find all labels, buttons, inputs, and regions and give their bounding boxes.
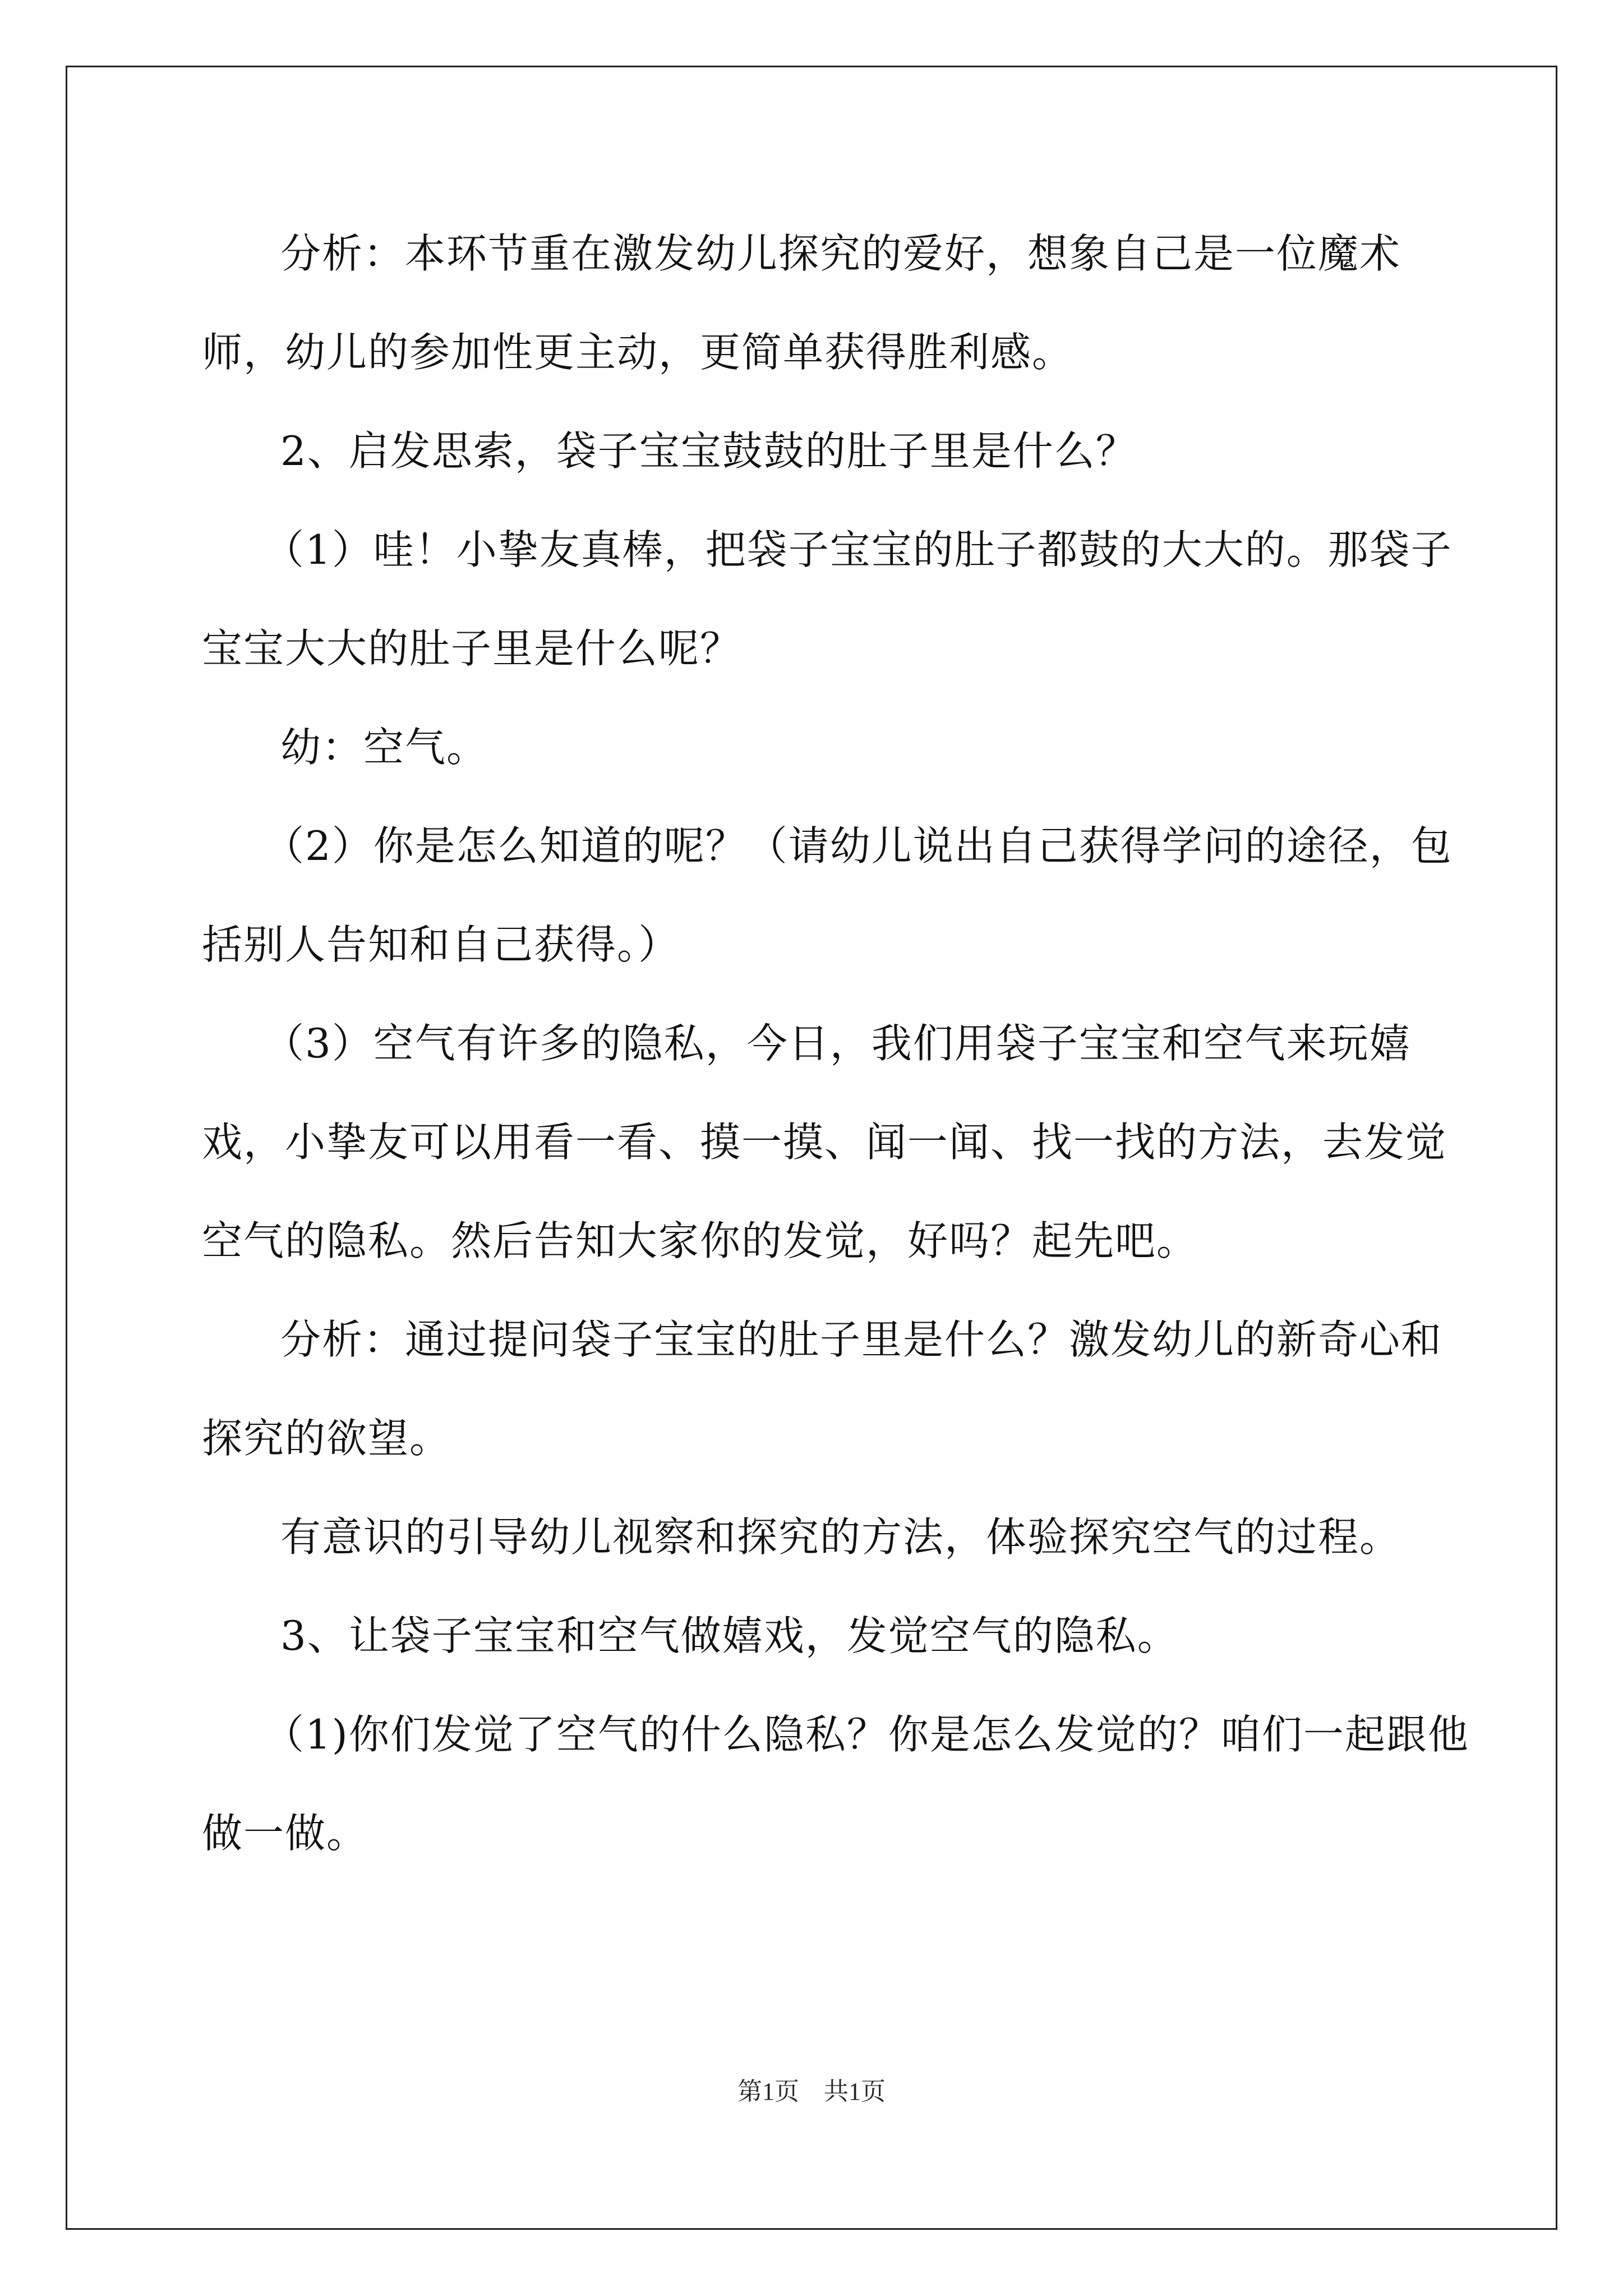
paragraph-step-3: 3、让袋子宝宝和空气做嬉戏，发觉空气的隐私。 [280,1612,1179,1659]
paragraph-guidance: 有意识的引导幼儿视察和探究的方法，体验探究空气的过程。 [280,1513,1401,1561]
paragraph-question-3: （3）空气有许多的隐私，今日，我们用袋子宝宝和空气来玩嬉戏，小挚友可以用看一看、摸一摸、闻一闻、找一找的方法，去发觉空气的隐私。然后告知大家你的发觉，好吗？起先吧。 [202,1020,1447,1264]
paragraph-step-3-question-1: （1)你们发觉了空气的什么隐私？你是怎么发觉的？咱们一起跟他做一做。 [202,1711,1469,1857]
paragraph-step-2: 2、启发思索，袋子宝宝鼓鼓的肚子里是什么？ [280,427,1137,475]
paragraph-child-answer: 幼：空气。 [280,724,488,771]
paragraph-question-1: （1）哇！小挚友真棒，把袋子宝宝的肚子都鼓的大大的。那袋子宝宝大大的肚子里是什么呢？ [202,526,1453,672]
paragraph-analysis-1: 分析：本环节重在激发幼儿探究的爱好，想象自己是一位魔术师，幼儿的参加性更主动，更简单获得胜利感。 [202,230,1401,376]
paragraph-question-2: （2）你是怎么知道的呢？（请幼儿说出自己获得学问的途径，包括别人告知和自己获得。） [202,822,1453,968]
paragraph-analysis-2: 分析：通过提问袋子宝宝的肚子里是什么？激发幼儿的新奇心和探究的欲望。 [202,1316,1443,1462]
page-number-footer: 第1页 共1页 [737,2078,886,2105]
